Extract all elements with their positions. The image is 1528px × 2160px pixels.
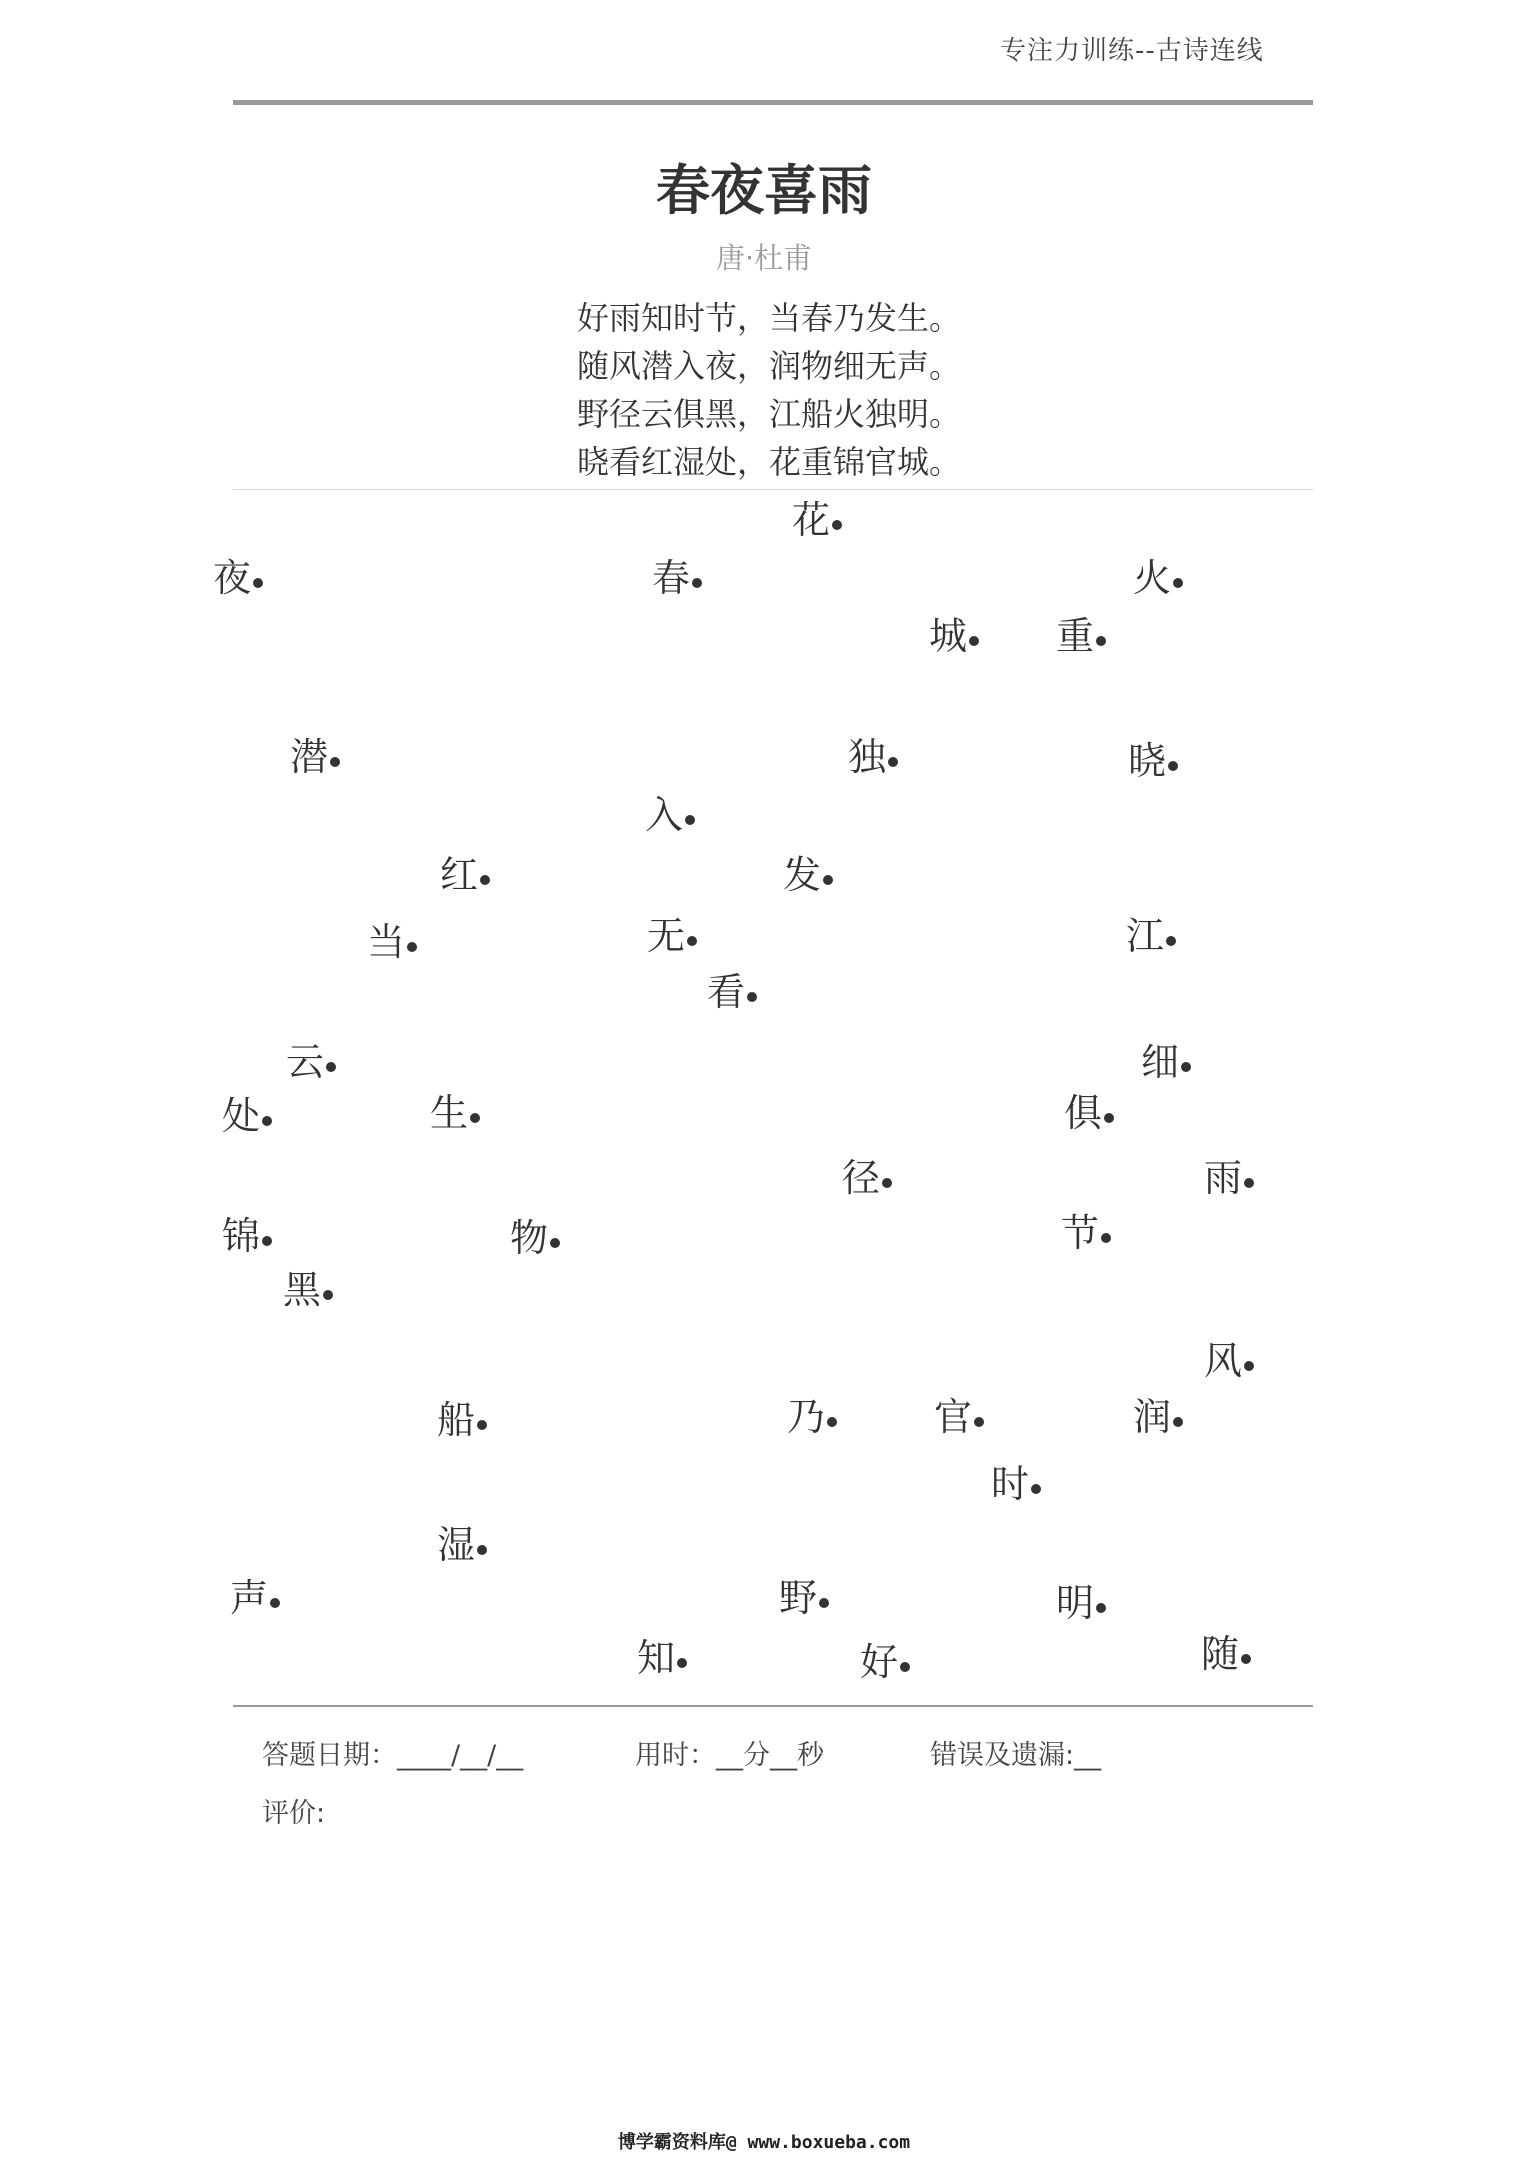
connection-dot[interactable] bbox=[827, 1417, 837, 1427]
character-item[interactable] bbox=[283, 1268, 333, 1312]
character-item[interactable] bbox=[1061, 1211, 1111, 1255]
character-label: 看 bbox=[707, 970, 746, 1014]
character-item[interactable] bbox=[437, 1398, 487, 1442]
poem-line: 好雨知时节，当春乃发生。 bbox=[577, 299, 962, 337]
connection-dot[interactable] bbox=[1031, 1484, 1041, 1494]
character-item[interactable] bbox=[1133, 556, 1183, 600]
character-label: 径 bbox=[842, 1156, 881, 1200]
source-credit: 博学霸资料库@ www.boxueba.com bbox=[617, 2132, 911, 2153]
character-item[interactable] bbox=[647, 914, 697, 958]
character-item[interactable] bbox=[1204, 1339, 1254, 1383]
character-label: 重 bbox=[1056, 614, 1095, 658]
connection-dot[interactable] bbox=[832, 520, 842, 530]
connection-dot[interactable] bbox=[253, 578, 263, 588]
character-item[interactable] bbox=[290, 735, 340, 779]
poem-line: 随风潜入夜，润物细无声。 bbox=[577, 347, 962, 385]
character-item[interactable] bbox=[792, 498, 842, 542]
character-label: 锦 bbox=[222, 1214, 261, 1258]
character-label: 随 bbox=[1201, 1632, 1240, 1676]
connection-dot[interactable] bbox=[480, 875, 490, 885]
character-label: 风 bbox=[1204, 1339, 1243, 1383]
character-item[interactable] bbox=[991, 1462, 1041, 1506]
character-label: 无 bbox=[647, 914, 686, 958]
connection-dot[interactable] bbox=[747, 992, 757, 1002]
character-item[interactable] bbox=[1204, 1156, 1254, 1200]
character-label: 红 bbox=[440, 853, 479, 897]
character-label: 乃 bbox=[787, 1395, 826, 1439]
connection-dot[interactable] bbox=[687, 936, 697, 946]
connection-dot[interactable] bbox=[1096, 1603, 1106, 1613]
character-item[interactable] bbox=[934, 1395, 984, 1439]
character-item[interactable] bbox=[842, 1156, 892, 1200]
character-label: 独 bbox=[848, 735, 887, 779]
character-item[interactable] bbox=[1056, 1581, 1106, 1625]
character-label: 火 bbox=[1133, 556, 1172, 600]
character-item[interactable] bbox=[707, 970, 757, 1014]
character-label: 晓 bbox=[1128, 739, 1167, 783]
character-label: 好 bbox=[860, 1640, 899, 1684]
character-label: 生 bbox=[430, 1091, 469, 1135]
connection-dot[interactable] bbox=[270, 1598, 280, 1608]
connection-dot[interactable] bbox=[470, 1113, 480, 1123]
character-item[interactable] bbox=[222, 1214, 272, 1258]
character-item[interactable] bbox=[213, 556, 263, 600]
character-item[interactable] bbox=[787, 1395, 837, 1439]
character-item[interactable] bbox=[1141, 1040, 1191, 1084]
character-label: 时 bbox=[991, 1462, 1030, 1506]
character-label: 湿 bbox=[437, 1523, 476, 1567]
character-item[interactable] bbox=[860, 1640, 910, 1684]
character-item[interactable] bbox=[1126, 914, 1176, 958]
connection-dot[interactable] bbox=[477, 1545, 487, 1555]
character-label: 黑 bbox=[283, 1268, 322, 1312]
character-label: 雨 bbox=[1204, 1156, 1243, 1200]
connection-dot[interactable] bbox=[1244, 1361, 1254, 1371]
character-item[interactable] bbox=[848, 735, 898, 779]
connection-dot[interactable] bbox=[823, 875, 833, 885]
connection-dot[interactable] bbox=[1241, 1654, 1251, 1664]
connection-dot[interactable] bbox=[330, 757, 340, 767]
time-used-field[interactable]: 用时：__分__秒 bbox=[635, 1740, 824, 1771]
character-item[interactable] bbox=[645, 793, 695, 837]
connection-dot[interactable] bbox=[819, 1598, 829, 1608]
poem-line: 晓看红湿处，花重锦官城。 bbox=[577, 443, 962, 481]
character-label: 官 bbox=[934, 1395, 973, 1439]
connection-dot[interactable] bbox=[888, 757, 898, 767]
character-label: 处 bbox=[222, 1094, 261, 1138]
connection-dot[interactable] bbox=[1096, 636, 1106, 646]
character-label: 潜 bbox=[290, 735, 329, 779]
character-item[interactable] bbox=[430, 1091, 480, 1135]
poem-line: 野径云俱黑，江船火独明。 bbox=[577, 395, 962, 433]
character-label: 知 bbox=[637, 1636, 676, 1680]
connection-dot[interactable] bbox=[477, 1420, 487, 1430]
character-item[interactable] bbox=[440, 853, 490, 897]
connection-dot[interactable] bbox=[1181, 1062, 1191, 1072]
character-item[interactable] bbox=[1128, 739, 1178, 783]
character-label: 春 bbox=[652, 556, 691, 600]
connection-dot[interactable] bbox=[1104, 1113, 1114, 1123]
connection-dot[interactable] bbox=[262, 1236, 272, 1246]
character-label: 野 bbox=[779, 1576, 818, 1620]
character-item[interactable] bbox=[286, 1040, 336, 1084]
connection-dot[interactable] bbox=[900, 1662, 910, 1672]
character-label: 发 bbox=[783, 853, 822, 897]
character-item[interactable] bbox=[1064, 1091, 1114, 1135]
connection-dot[interactable] bbox=[407, 942, 417, 952]
character-label: 节 bbox=[1061, 1211, 1100, 1255]
character-label: 俱 bbox=[1064, 1091, 1103, 1135]
connection-dot[interactable] bbox=[1101, 1233, 1111, 1243]
character-label: 船 bbox=[437, 1398, 476, 1442]
connection-dot[interactable] bbox=[262, 1116, 272, 1126]
connection-dot[interactable] bbox=[550, 1238, 560, 1248]
header-title: 专注力训练--古诗连线 bbox=[1000, 36, 1264, 66]
character-label: 夜 bbox=[213, 556, 252, 600]
character-item[interactable] bbox=[510, 1216, 560, 1260]
character-label: 当 bbox=[367, 920, 406, 964]
character-item[interactable] bbox=[230, 1576, 280, 1620]
character-item[interactable] bbox=[222, 1094, 272, 1138]
connection-dot[interactable] bbox=[1168, 761, 1178, 771]
connection-dot[interactable] bbox=[1244, 1178, 1254, 1188]
connection-dot[interactable] bbox=[685, 815, 695, 825]
character-item[interactable] bbox=[1133, 1395, 1183, 1439]
connection-dot[interactable] bbox=[692, 578, 702, 588]
character-item[interactable] bbox=[652, 556, 702, 600]
connection-dot[interactable] bbox=[1173, 578, 1183, 588]
poem-author: 唐·杜甫 bbox=[715, 241, 813, 275]
bottom-divider bbox=[233, 1705, 1313, 1707]
errors-field[interactable]: 错误及遗漏:__ bbox=[930, 1740, 1102, 1771]
character-label: 物 bbox=[510, 1216, 549, 1260]
character-label: 润 bbox=[1133, 1395, 1172, 1439]
character-label: 声 bbox=[230, 1576, 269, 1620]
character-label: 入 bbox=[645, 793, 684, 837]
character-label: 云 bbox=[286, 1040, 325, 1084]
connection-dot[interactable] bbox=[974, 1417, 984, 1427]
connection-dot[interactable] bbox=[1173, 1417, 1183, 1427]
rating-field[interactable]: 评价: bbox=[262, 1798, 326, 1829]
connection-dot[interactable] bbox=[882, 1178, 892, 1188]
connection-dot[interactable] bbox=[323, 1290, 333, 1300]
character-label: 明 bbox=[1056, 1581, 1095, 1625]
connection-dot[interactable] bbox=[1166, 936, 1176, 946]
poem-title: 春夜喜雨 bbox=[656, 159, 872, 222]
character-label: 江 bbox=[1126, 914, 1165, 958]
character-label: 细 bbox=[1141, 1040, 1180, 1084]
connection-dot[interactable] bbox=[969, 636, 979, 646]
character-item[interactable] bbox=[779, 1576, 829, 1620]
character-label: 花 bbox=[792, 498, 831, 542]
character-item[interactable] bbox=[783, 853, 833, 897]
connection-dot[interactable] bbox=[326, 1062, 336, 1072]
character-item[interactable] bbox=[367, 920, 417, 964]
answer-date-field[interactable]: 答题日期：____/__/__ bbox=[262, 1740, 524, 1771]
character-item[interactable] bbox=[929, 614, 979, 658]
character-label: 城 bbox=[929, 614, 968, 658]
connection-dot[interactable] bbox=[677, 1658, 687, 1668]
character-item[interactable] bbox=[1201, 1632, 1251, 1676]
character-item[interactable] bbox=[1056, 614, 1106, 658]
character-item[interactable] bbox=[437, 1523, 487, 1567]
character-item[interactable] bbox=[637, 1636, 687, 1680]
